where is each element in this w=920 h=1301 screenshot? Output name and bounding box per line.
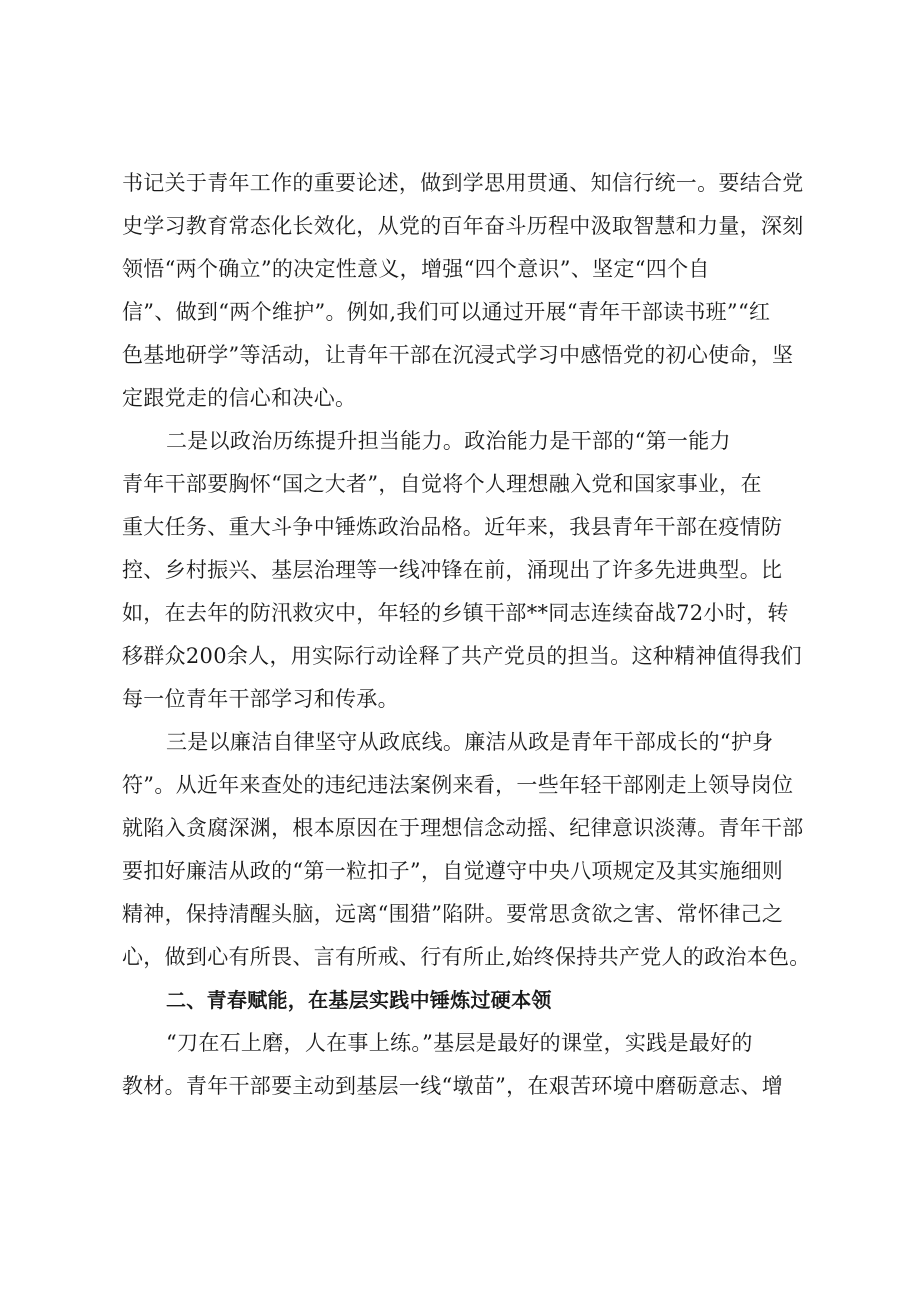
paragraph-lead-line: 三是以廉洁自律坚守从政底线。廉洁从政是青年干部成长的“护身 — [166, 730, 774, 754]
body-text-line: 移群众200余人，用实际行动诠释了共产党员的担当。这种精神值得我们 — [122, 644, 802, 668]
body-text-line: 心，做到心有所畏、言有所戒、行有所止,始终保持共产党人的政治本色。 — [122, 945, 811, 969]
paragraph-lead-line: 二是以政治历练提升担当能力。政治能力是干部的“第一能力 — [166, 429, 731, 453]
body-text-line: 就陷入贪腐深渊，根本原因在于理想信念动摇、纪律意识淡薄。青年干部 — [122, 816, 804, 840]
body-text-line: 信”、做到“两个维护”。例如,我们可以通过开展“青年干部读书班”“红 — [122, 300, 771, 324]
body-text-line: 每一位青年干部学习和传承。 — [122, 687, 399, 711]
body-text-line: 书记关于青年工作的重要论述，做到学思用贯通、知信行统一。要结合党 — [122, 171, 804, 195]
body-text-line: 符”。从近年来查处的违纪违法案例来看，一些年轻干部刚走上领导岗位 — [122, 773, 794, 797]
paragraph-lead-line: “刀在石上磨，人在事上练。”基层是最好的课堂，实践是最好的 — [166, 1031, 753, 1055]
body-text-line: 控、乡村振兴、基层治理等一线冲锋在前，涌现出了许多先进典型。比 — [122, 558, 783, 582]
body-text-line: 领悟“两个确立”的决定性意义，增强“四个意识”、坚定“四个自 — [122, 257, 710, 281]
body-text-line: 要扣好廉洁从政的“第一粒扣子”，自觉遵守中央八项规定及其实施细则 — [122, 859, 784, 883]
body-text-line: 青年干部要胸怀“国之大者”，自觉将个人理想融入党和国家事业，在 — [122, 472, 762, 496]
body-text-line: 史学习教育常态化长效化，从党的百年奋斗历程中汲取智慧和力量，深刻 — [122, 214, 804, 238]
body-text-line: 教材。青年干部要主动到基层一线“墩苗”，在艰苦环境中磨砺意志、增 — [122, 1074, 784, 1098]
body-text-line: 色基地研学”等活动，让青年干部在沉浸式学习中感悟党的初心使命，坚 — [122, 343, 794, 367]
body-text-line: 定跟党走的信心和决心。 — [122, 386, 357, 410]
body-text-line: 重大任务、重大斗争中锤炼政治品格。近年来，我县青年干部在疫情防 — [122, 515, 783, 539]
body-text-line: 如，在去年的防汛救灾中，年轻的乡镇干部**同志连续奋战72小时，转 — [122, 601, 789, 625]
body-text-line: 精神，保持清醒头脑，远离“围猎”陷阱。要常思贪欲之害、常怀律己之 — [122, 902, 784, 926]
section-heading: 二、青春赋能，在基层实践中锤炼过硬本领 — [166, 988, 552, 1012]
